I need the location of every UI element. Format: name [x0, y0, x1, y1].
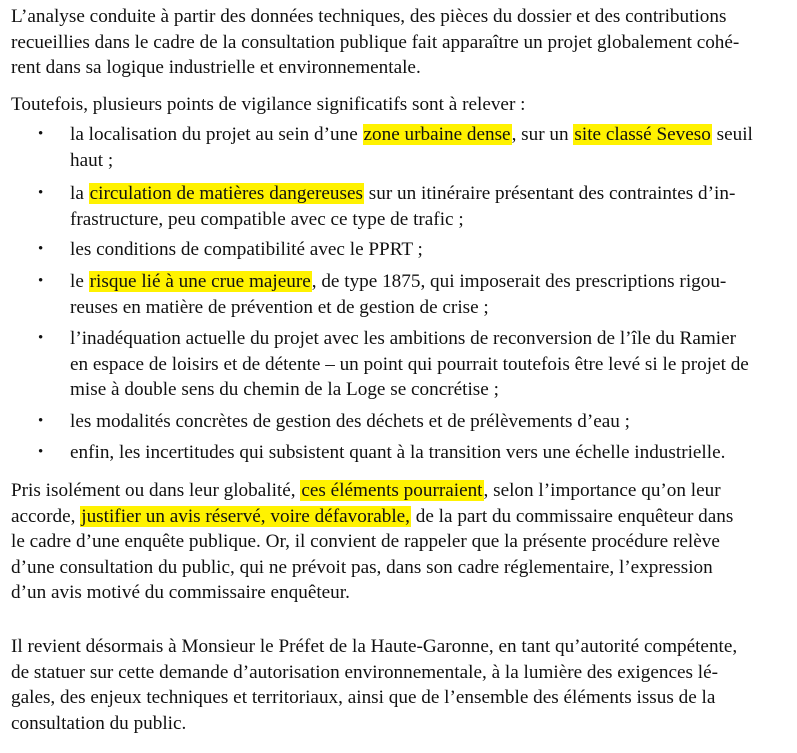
text-run: , de type 1875, qui imposerait des prescriptions rigou-: [311, 271, 727, 292]
text-line: [11, 478, 781, 504]
text-run: sur un itinéraire présentant des contraintes d’in-: [363, 183, 736, 204]
list-item-risque-crue: [70, 269, 785, 320]
text-line: L’analyse conduite à partir des données techniques, des pièces du dossier et des contributions: [11, 6, 727, 27]
vigilance-intro-paragraph: [11, 92, 781, 118]
prefet-paragraph: [11, 634, 781, 736]
highlight-elements-pourraient: ces éléments pourraient: [301, 480, 483, 501]
text-line: l’inadéquation actuelle du projet avec les ambitions de reconversion de l’île du Ramier: [70, 328, 736, 349]
bullet-marker: •: [38, 413, 44, 429]
text-line: [70, 269, 785, 295]
text-line: consultation du public.: [11, 712, 187, 734]
text-line: [11, 504, 781, 530]
text-line: les conditions de compatibilité avec le PPRT ;: [70, 239, 423, 260]
text-line: le cadre d’une enquête publique. Or, il convient de rappeler que la présente procédure relève: [11, 531, 720, 553]
text-line: Toutefois, plusieurs points de vigilance significatifs sont à relever :: [11, 94, 526, 115]
text-run: le: [70, 271, 89, 292]
bullet-marker: •: [38, 330, 44, 346]
text-run: de la part du commissaire enquêteur dans: [410, 505, 734, 527]
text-line: d’un avis motivé du commissaire enquêteur.: [11, 582, 350, 604]
text-line: [70, 122, 785, 148]
bullet-marker: •: [38, 273, 44, 289]
list-item-pprt: [70, 237, 785, 263]
text-line: rent dans sa logique industrielle et environnementale.: [11, 57, 421, 79]
text-line: enfin, les incertitudes qui subsistent quant à la transition vers une échelle industrielle.: [70, 442, 726, 463]
text-run: accorde,: [11, 505, 81, 527]
highlight-zone-urbaine-dense: zone urbaine dense: [363, 124, 511, 145]
text-run: seuil: [711, 124, 753, 145]
text-run: , sur un: [511, 124, 574, 145]
list-item-circulation: [70, 181, 785, 232]
highlight-circulation-matieres: circulation de matières dangereuses: [89, 183, 363, 204]
text-line: Il revient désormais à Monsieur le Préfet de la Haute-Garonne, en tant qu’autorité compétente,: [11, 636, 738, 657]
list-item-localisation: [70, 122, 785, 173]
highlight-risque-crue: risque lié à une crue majeure: [89, 271, 311, 292]
intro-paragraph: [11, 4, 781, 81]
bullet-marker: •: [38, 126, 44, 142]
text-run: Pris isolément ou dans leur globalité,: [11, 480, 301, 501]
text-run: la localisation du projet au sein d’une: [70, 124, 363, 145]
bullet-marker: •: [38, 444, 44, 460]
text-run: , selon l’importance qu’on leur: [483, 480, 721, 501]
text-line: recueillies dans le cadre de la consultation publique fait apparaître un projet globalement cohé-: [11, 31, 740, 53]
text-line: de statuer sur cette demande d’autorisation environnementale, à la lumière des exigences lé-: [11, 661, 718, 683]
list-item-incertitudes: [70, 440, 785, 466]
highlight-site-classe-seveso: site classé Seveso: [574, 124, 711, 145]
conclusion-paragraph: [11, 478, 781, 606]
highlight-avis-reserve: justifier un avis réservé, voire défavorable,: [81, 505, 410, 527]
text-line: les modalités concrètes de gestion des déchets et de prélèvements d’eau ;: [70, 411, 630, 432]
bullet-marker: •: [38, 241, 44, 257]
text-line: [70, 181, 785, 207]
list-item-inadequation: [70, 326, 785, 403]
text-line: en espace de loisirs et de détente – un point qui pourrait toutefois être levé si le projet de: [70, 353, 749, 375]
text-line: gales, des enjeux techniques et territoriaux, ainsi que de l’ensemble des éléments issus de la: [11, 687, 716, 709]
text-line: d’une consultation du public, qui ne prévoit pas, dans son cadre réglementaire, l’expression: [11, 556, 713, 578]
bullet-marker: •: [38, 185, 44, 201]
text-line: frastructure, peu compatible avec ce type de trafic ;: [70, 208, 464, 230]
text-line: haut ;: [70, 149, 114, 171]
text-line: mise à double sens du chemin de la Loge se concrétise ;: [70, 379, 499, 401]
list-item-dechets: [70, 409, 785, 435]
text-line: reuses en matière de prévention et de gestion de crise ;: [70, 296, 489, 318]
text-run: la: [70, 183, 89, 204]
